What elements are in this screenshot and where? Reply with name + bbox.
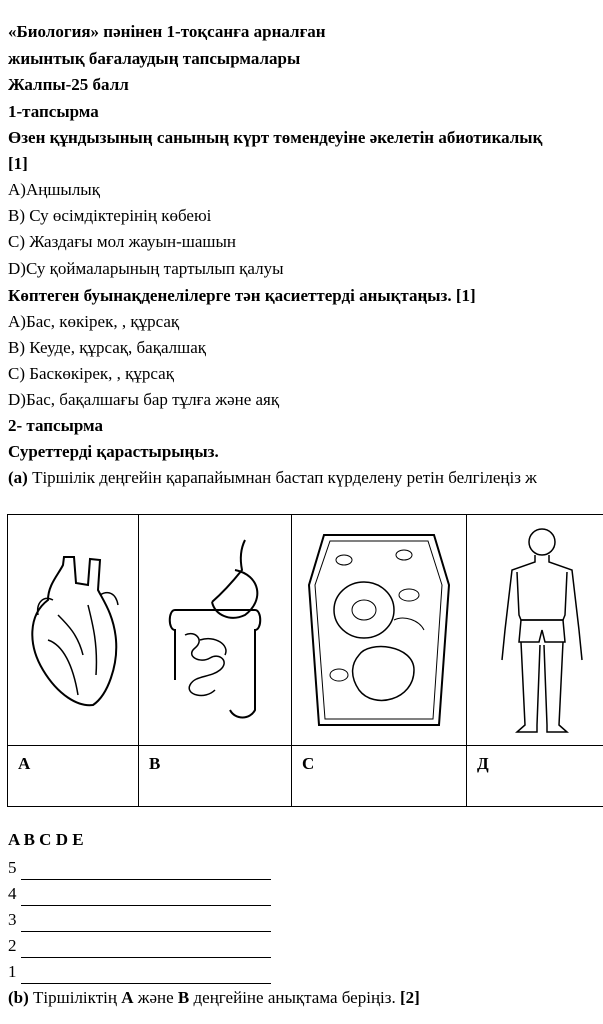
answer-line-4[interactable]	[21, 887, 271, 906]
q2-option-c: C) Баскөкірек, , құрсақ	[8, 364, 174, 383]
q2-option-a: A)Бас, көкірек, , құрсақ	[8, 312, 180, 331]
doc-title-line-1: «Биология» пәнінен 1-тоқсанға арналған	[8, 22, 326, 41]
look-at-pictures: Суреттерді қарастырыңыз.	[8, 442, 219, 461]
q1-option-d: D)Су қоймаларының тартылып қалуы	[8, 259, 284, 278]
answer-line-1[interactable]	[21, 965, 271, 984]
total-score: Жалпы-25 балл	[8, 75, 129, 94]
task-1-heading: 1-тапсырма	[8, 102, 99, 121]
q1-option-c: C) Жаздағы мол жауын-шашын	[8, 232, 236, 251]
question-2: Көптеген буынақденелілерге тән қасиеттерді анықтаңыз. [1]	[8, 286, 476, 305]
digestive-system-icon	[150, 530, 280, 730]
answer-row-3	[8, 908, 271, 932]
picture-label-a: A	[8, 746, 139, 807]
answer-row-1-number: 1	[8, 962, 17, 981]
question-b-prefix: (b)	[8, 988, 29, 1007]
pictures-table	[7, 514, 603, 807]
answer-line-3[interactable]	[21, 913, 271, 932]
answer-line-5[interactable]	[21, 861, 271, 880]
answer-row-1	[8, 960, 271, 984]
heart-icon	[18, 545, 128, 715]
human-body-icon	[487, 520, 597, 740]
question-b	[8, 986, 420, 1010]
answer-row-4-number: 4	[8, 884, 17, 903]
picture-cell-human	[467, 515, 603, 746]
doc-title-line-2: жиынтық бағалаудың тапсырмалары	[8, 49, 301, 68]
answer-row-3-number: 3	[8, 910, 17, 929]
q2-option-d: D)Бас, бақалшағы бар тұлға және аяқ	[8, 390, 280, 409]
plant-cell-icon	[304, 525, 454, 735]
question-b-score: [2]	[400, 988, 420, 1007]
answer-row-5-number: 5	[8, 858, 17, 877]
question-b-text-1: Тіршіліктің	[28, 988, 122, 1007]
answer-row-2-number: 2	[8, 936, 17, 955]
q1-option-a: A)Аңшылық	[8, 180, 100, 199]
question-1-score: [1]	[8, 154, 28, 173]
q2-option-b: B) Кеуде, құрсақ, бақалшақ	[8, 338, 207, 357]
question-a	[8, 466, 537, 490]
question-1: Өзен құндызының санының күрт төмендеуіне әкелетін абиотикалық	[8, 128, 543, 147]
q1-option-b: B) Су өсімдіктерінің көбеюі	[8, 206, 212, 225]
picture-cell-digestive	[139, 515, 292, 746]
question-a-text: Тіршілік деңгейін қарапайымнан бастап күрделену ретін белгілеңіз ж	[27, 468, 537, 487]
question-b-level-b: B	[177, 988, 190, 1007]
task-2-heading: 2- тапсырма	[8, 416, 104, 435]
question-b-text-3: деңгейіне анықтама беріңіз.	[189, 988, 400, 1007]
answer-line-2[interactable]	[21, 939, 271, 958]
picture-cell-heart	[8, 515, 139, 746]
picture-cell-cell	[292, 515, 467, 746]
question-a-prefix: (a)	[8, 468, 28, 487]
answer-header: A B C D E	[8, 830, 84, 849]
picture-label-d: Д	[467, 746, 603, 807]
answer-row-5	[8, 856, 271, 880]
picture-label-b: B	[139, 746, 292, 807]
answer-row-2	[8, 934, 271, 958]
question-b-text-2: және	[133, 988, 178, 1007]
picture-label-c: C	[292, 746, 467, 807]
question-b-level-a: A	[121, 988, 134, 1007]
answer-row-4	[8, 882, 271, 906]
